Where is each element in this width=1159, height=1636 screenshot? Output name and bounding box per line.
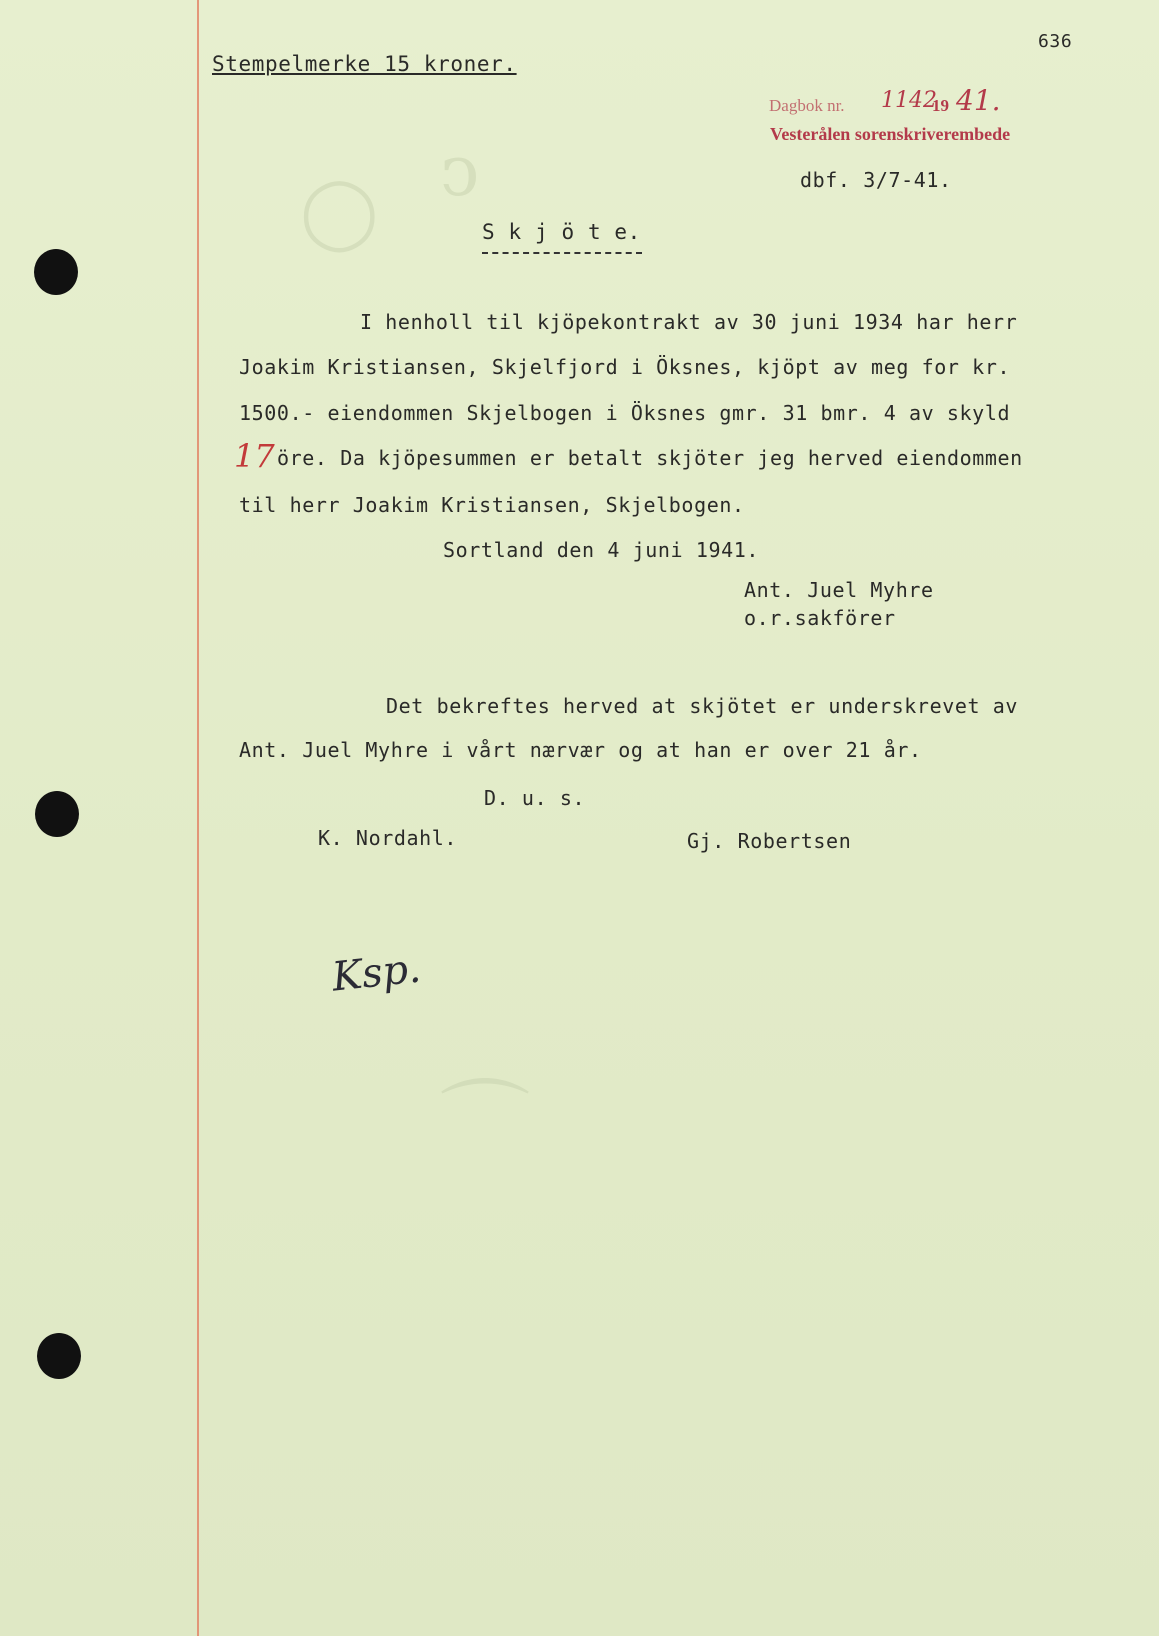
diary-prefix: Dagbok nr.: [769, 96, 845, 115]
dbf-reference: dbf. 3/7-41.: [800, 168, 952, 192]
body-line: 1500.- eiendommen Skjelbogen i Öksnes gmr. 31 bmr. 4 av skyld: [239, 401, 1011, 425]
body-line: Joakim Kristiansen, Skjelfjord i Öksnes, kjöpt av meg for kr.: [239, 355, 1011, 379]
body-line: til herr Joakim Kristiansen, Skjelbogen.: [239, 493, 745, 517]
diary-number: 1142: [881, 88, 937, 113]
page-number: 636: [1038, 31, 1073, 52]
witness-1: K. Nordahl.: [318, 826, 458, 850]
background-watermark: ⌒: [440, 1071, 530, 1176]
confirmation-line: Det bekreftes herved at skjötet er underskrevet av: [386, 694, 1019, 718]
punch-hole: [35, 791, 79, 837]
skyld-amount: 17: [234, 437, 275, 475]
body-line: öre. Da kjöpesummen er betalt skjöter jeg herved eiendommen: [277, 446, 1023, 470]
witness-2: Gj. Robertsen: [687, 829, 852, 853]
office-name: Vesterålen sorenskriverembede: [770, 124, 1011, 144]
year-prefix: 19: [932, 96, 949, 115]
document-title: S k j ö t e.: [482, 220, 641, 244]
background-watermark: ↄ: [440, 130, 480, 212]
title-underline: [482, 252, 642, 254]
handwritten-initials: Ksp.: [329, 945, 423, 1001]
confirmation-line: Ant. Juel Myhre i vårt nærvær og at han er over 21 år.: [239, 738, 922, 762]
year-suffix: 41.: [956, 84, 1001, 117]
place-date: Sortland den 4 juni 1941.: [443, 538, 760, 562]
signer-title: o.r.sakförer: [744, 606, 896, 630]
punch-hole: [37, 1333, 81, 1379]
body-line: I henholl til kjöpekontrakt av 30 juni 1934 har herr: [360, 310, 1018, 334]
signer-name: Ant. Juel Myhre: [744, 578, 934, 602]
margin-line: [197, 0, 199, 1636]
dus-text: D. u. s.: [484, 786, 586, 810]
background-watermark: ◯: [300, 170, 379, 252]
punch-hole: [34, 249, 78, 295]
stamp-mark-note: Stempelmerke 15 kroner.: [212, 52, 517, 76]
